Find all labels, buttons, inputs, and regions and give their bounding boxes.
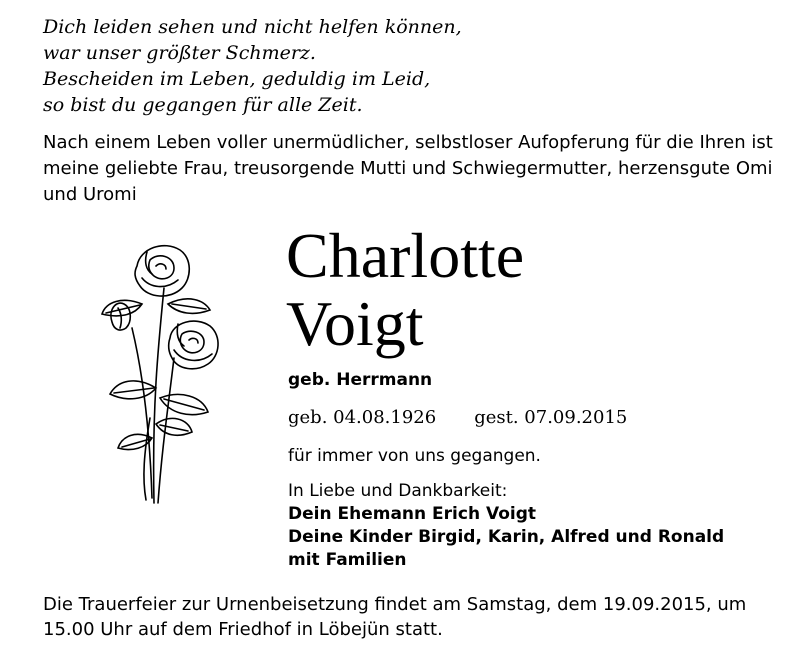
last-name: Voigt [286, 288, 424, 359]
poem-line: Bescheiden im Leben, geduldig im Leid, [43, 68, 431, 90]
maiden-name: geb. Herrmann [288, 370, 433, 390]
family-line: Deine Kinder Birgid, Karin, Alfred und Ronald [288, 527, 725, 547]
life-dates [288, 407, 627, 428]
family-intro: In Liebe und Dankbarkeit: [288, 481, 508, 501]
family-block [288, 480, 724, 572]
rose-illustration-icon [92, 238, 232, 508]
family-line: Dein Ehemann Erich Voigt [288, 504, 536, 524]
intro-text: Nach einem Leben voller unermüdlicher, selbstloser Aufopferung für die Ihren ist meine geliebte Frau, treusorgende Mutti und Schwiegermutter, herzensgute Omi und Uromi [43, 132, 773, 205]
deceased-name [286, 222, 524, 358]
funeral-notice: Die Trauerfeier zur Urnenbeisetzung findet am Samstag, dem 19.09.2015, um 15.00 Uhr auf dem Friedhof in Löbejün statt. [43, 594, 747, 640]
gone-text: für immer von uns gegangen. [288, 446, 541, 466]
poem-line: so bist du gegangen für alle Zeit. [43, 94, 363, 116]
birth-date: geb. 04.08.1926 [288, 407, 437, 428]
family-line: mit Familien [288, 550, 407, 570]
death-date: gest. 07.09.2015 [474, 407, 628, 428]
poem-line: Dich leiden sehen und nicht helfen können, [43, 16, 462, 38]
poem [43, 14, 763, 118]
first-name: Charlotte [286, 220, 525, 291]
poem-line: war unser größter Schmerz. [43, 42, 316, 64]
